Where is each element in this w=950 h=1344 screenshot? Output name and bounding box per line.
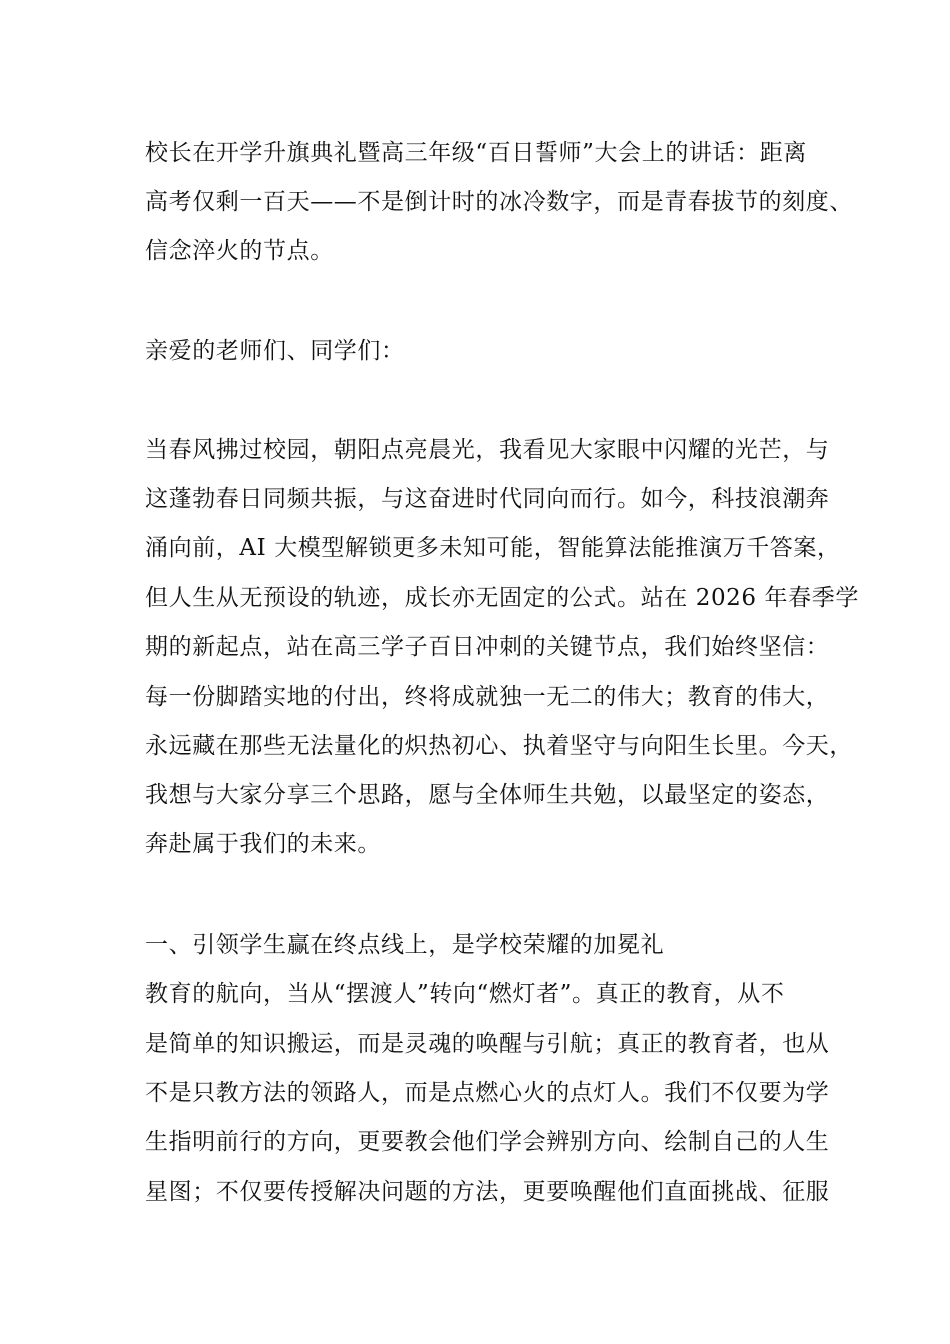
intro-line-5: 期的新起点，站在高三学子百日冲刺的关键节点，我们始终坚信： [145,634,830,660]
title-line-2: 高考仅剩一百天——不是倒计时的冰冷数字，而是青春拔节的刻度、 [145,189,853,215]
intro-line-7: 永远藏在那些无法量化的炽热初心、执着坚守与向阳生长里。今天， [145,733,853,759]
greeting: 亲爱的老师们、同学们： [145,338,405,364]
intro-line-9: 奔赴属于我们的未来。 [145,831,381,857]
intro-line-2: 这蓬勃春日同频共振，与这奋进时代同向而行。如今，科技浪潮奔 [145,486,830,512]
title-line-1: 校长在开学升旗典礼暨高三年级“百日誓师”大会上的讲话：距离 [145,140,807,166]
section-1-heading: 一、引领学生赢在终点线上，是学校荣耀的加冕礼 [145,932,665,958]
section-1-line-3: 不是只教方法的领路人，而是点燃心火的点灯人。我们不仅要为学 [145,1080,830,1106]
intro-line-1: 当春风拂过校园，朝阳点亮晨光，我看见大家眼中闪耀的光芒，与 [145,437,830,463]
intro-line-6: 每一份脚踏实地的付出，终将成就独一无二的伟大；教育的伟大， [145,684,830,710]
section-1-line-1: 教育的航向，当从“摆渡人”转向“燃灯者”。真正的教育，从不 [145,981,785,1007]
intro-line-4: 但人生从无预设的轨迹，成长亦无固定的公式。站在 2026 年春季学 [145,585,859,611]
section-1-line-4: 生指明前行的方向，更要教会他们学会辨别方向、绘制自己的人生 [145,1129,830,1155]
title-line-3: 信念淬火的节点。 [145,238,334,264]
section-1-line-2: 是简单的知识搬运，而是灵魂的唤醒与引航；真正的教育者，也从 [145,1031,830,1057]
intro-line-8: 我想与大家分享三个思路，愿与全体师生共勉，以最坚定的姿态， [145,782,830,808]
section-1-line-5: 星图；不仅要传授解决问题的方法，更要唤醒他们直面挑战、征服 [145,1179,830,1205]
intro-line-3: 涌向前，AI 大模型解锁更多未知可能，智能算法能推演万千答案， [145,535,841,561]
